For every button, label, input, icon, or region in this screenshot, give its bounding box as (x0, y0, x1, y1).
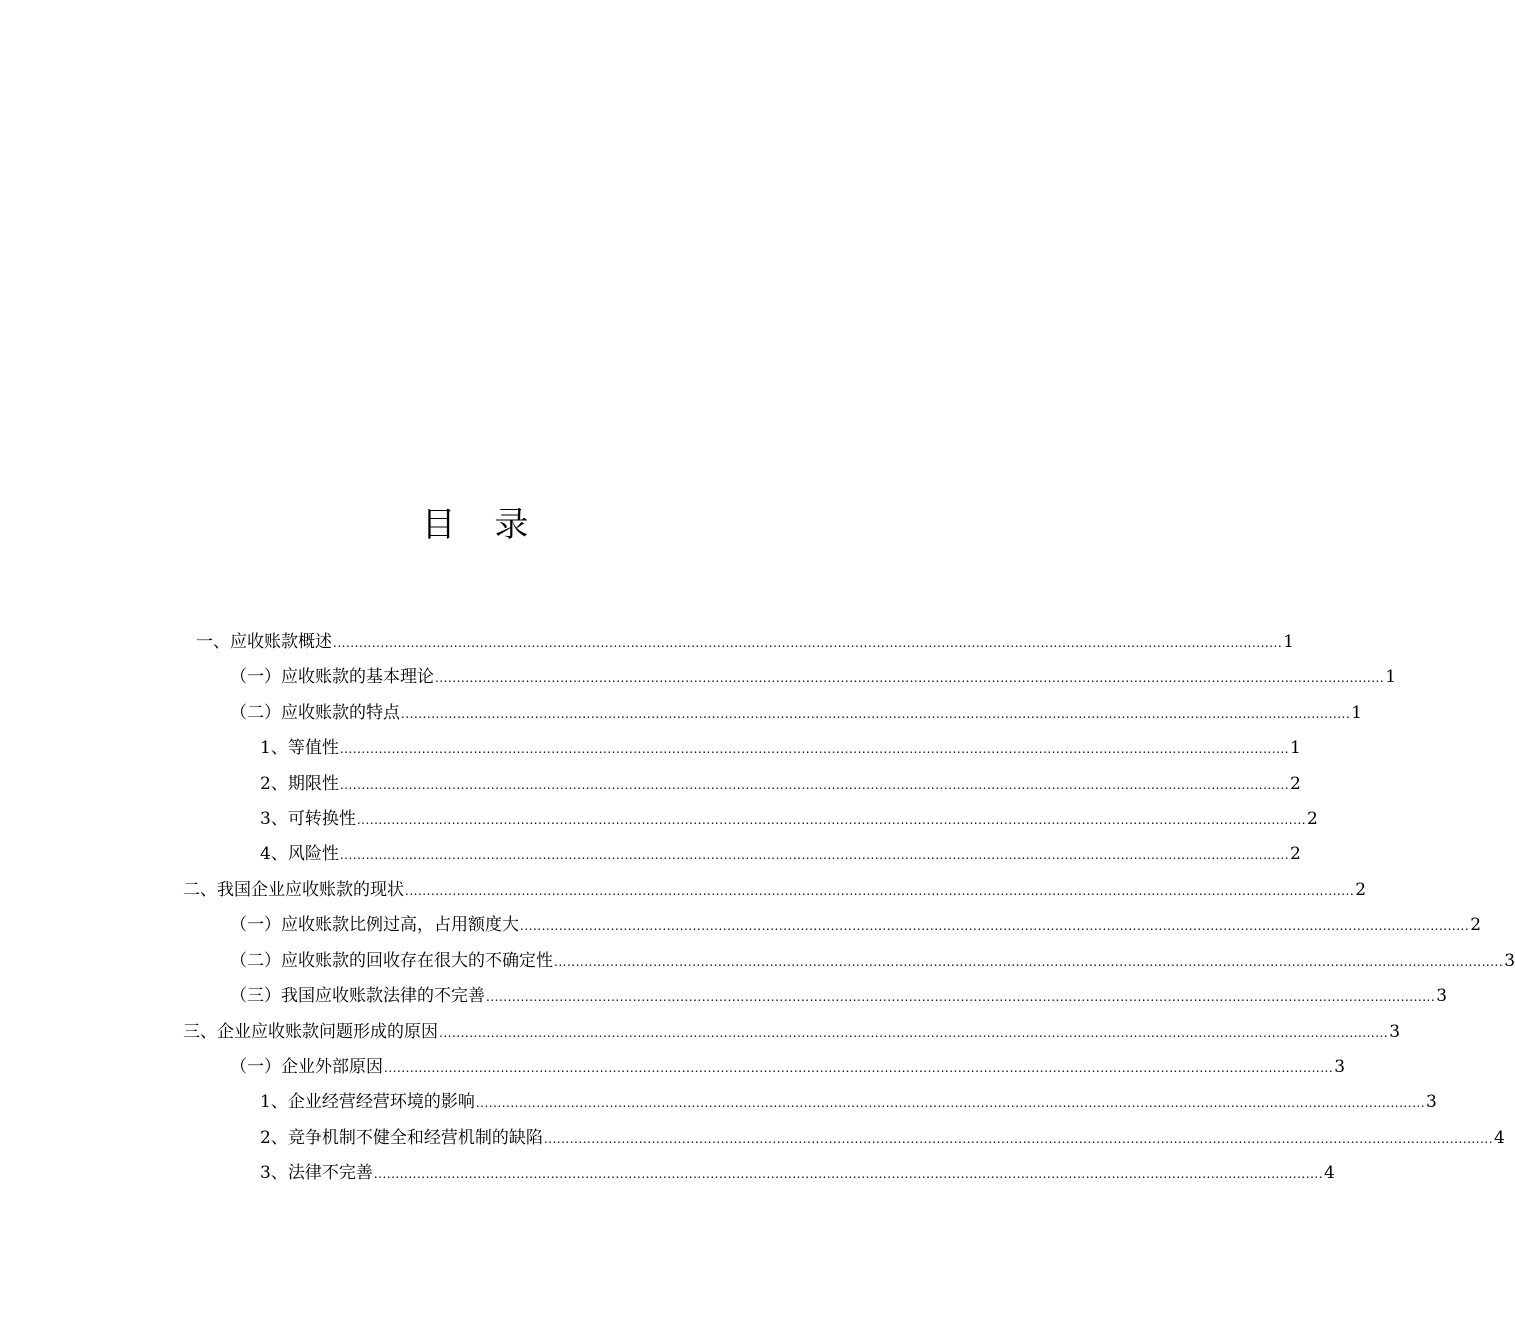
toc-leader-dots: ............................................................................................................................................................................................................................ (333, 636, 1283, 650)
toc-entry[interactable] (260, 1156, 1335, 1191)
toc-entry-label: 三、企业应收账款问题形成的原因 (183, 1022, 438, 1042)
toc-entry[interactable] (260, 1121, 1505, 1156)
toc-entry-label: 3、可转换性 (260, 809, 356, 829)
toc-entry-label: 3、法律不完善 (260, 1163, 373, 1183)
toc-entry-page: 3 (1426, 1092, 1437, 1112)
toc-entry-label: 一、应收账款概述 (196, 632, 332, 652)
toc-leader-dots: ............................................................................................................................................................................................................................ (339, 742, 1290, 756)
toc-entry-page: 2 (1307, 809, 1318, 829)
toc-leader-dots: ............................................................................................................................................................................................................................ (475, 1096, 1426, 1110)
toc-entry-label: 2、竞争机制不健全和经营机制的缺陷 (260, 1128, 543, 1148)
toc-entry[interactable] (260, 837, 1301, 872)
toc-entry[interactable] (183, 873, 1367, 908)
toc-leader-dots: ............................................................................................................................................................................................................................ (405, 884, 1355, 898)
toc-entry[interactable] (230, 1050, 1346, 1085)
toc-entry-page: 1 (1283, 632, 1295, 652)
toc-leader-dots: ............................................................................................................................................................................................................................ (373, 1167, 1324, 1181)
toc-title: 目 录 (421, 505, 543, 545)
toc-leader-dots: ............................................................................................................................................................................................................................ (439, 1026, 1389, 1040)
toc-entry-page: 3 (1389, 1022, 1401, 1042)
toc-entry-page: 2 (1290, 774, 1301, 794)
toc-leader-dots: ............................................................................................................................................................................................................................ (543, 1132, 1494, 1146)
toc-entry-page: 3 (1436, 986, 1448, 1006)
toc-entry[interactable] (230, 908, 1482, 943)
toc-entry-label: （二）应收账款的特点 (230, 703, 400, 723)
toc-entry-label: （一）应收账款的基本理论 (230, 667, 434, 687)
toc-entry[interactable] (230, 696, 1363, 731)
toc-entry[interactable] (230, 979, 1448, 1014)
toc-entry[interactable] (260, 1085, 1437, 1120)
toc-leader-dots: ............................................................................................................................................................................................................................ (520, 919, 1470, 933)
toc-leader-dots: ............................................................................................................................................................................................................................ (339, 848, 1290, 862)
toc-leader-dots: ............................................................................................................................................................................................................................ (339, 778, 1290, 792)
toc-entry[interactable] (260, 802, 1318, 837)
toc-leader-dots: ............................................................................................................................................................................................................................ (554, 955, 1504, 969)
toc-entry[interactable] (260, 731, 1301, 766)
toc-leader-dots: ............................................................................................................................................................................................................................ (435, 671, 1385, 685)
toc-entry[interactable] (230, 944, 1515, 979)
toc-entry-page: 4 (1494, 1128, 1505, 1148)
toc-entry-page: 3 (1504, 951, 1515, 971)
toc-entry-page: 1 (1385, 667, 1397, 687)
toc-entry-label: （三）我国应收账款法律的不完善 (230, 986, 485, 1006)
toc-entry-page: 2 (1355, 880, 1367, 900)
toc-entry[interactable] (260, 767, 1301, 802)
toc-leader-dots: ............................................................................................................................................................................................................................ (384, 1061, 1334, 1075)
toc-entry-label: 二、我国企业应收账款的现状 (183, 880, 404, 900)
toc-entry-label: 1、等值性 (260, 738, 339, 758)
toc-entry-page: 1 (1351, 703, 1363, 723)
toc-entry-label: 4、风险性 (260, 844, 339, 864)
toc-entry-page: 1 (1290, 738, 1301, 758)
toc-entry-label: 1、企业经营经营环境的影响 (260, 1092, 475, 1112)
toc-entry-label: （一）应收账款比例过高，占用额度大 (230, 915, 519, 935)
toc-leader-dots: ............................................................................................................................................................................................................................ (486, 990, 1436, 1004)
toc-leader-dots: ............................................................................................................................................................................................................................ (356, 813, 1307, 827)
toc-entry-page: 4 (1324, 1163, 1335, 1183)
toc-leader-dots: ............................................................................................................................................................................................................................ (401, 707, 1351, 721)
toc-entry-label: 2、期限性 (260, 774, 339, 794)
toc-entry-page: 2 (1290, 844, 1301, 864)
toc-entry[interactable] (230, 660, 1397, 695)
toc-entry-page: 2 (1470, 915, 1482, 935)
toc-entry-label: （二）应收账款的回收存在很大的不确定性 (230, 951, 553, 971)
toc-entry-label: （一）企业外部原因 (230, 1057, 383, 1077)
toc-entry[interactable] (183, 1015, 1401, 1050)
toc-entry[interactable] (196, 625, 1295, 660)
toc-entry-page: 3 (1334, 1057, 1346, 1077)
